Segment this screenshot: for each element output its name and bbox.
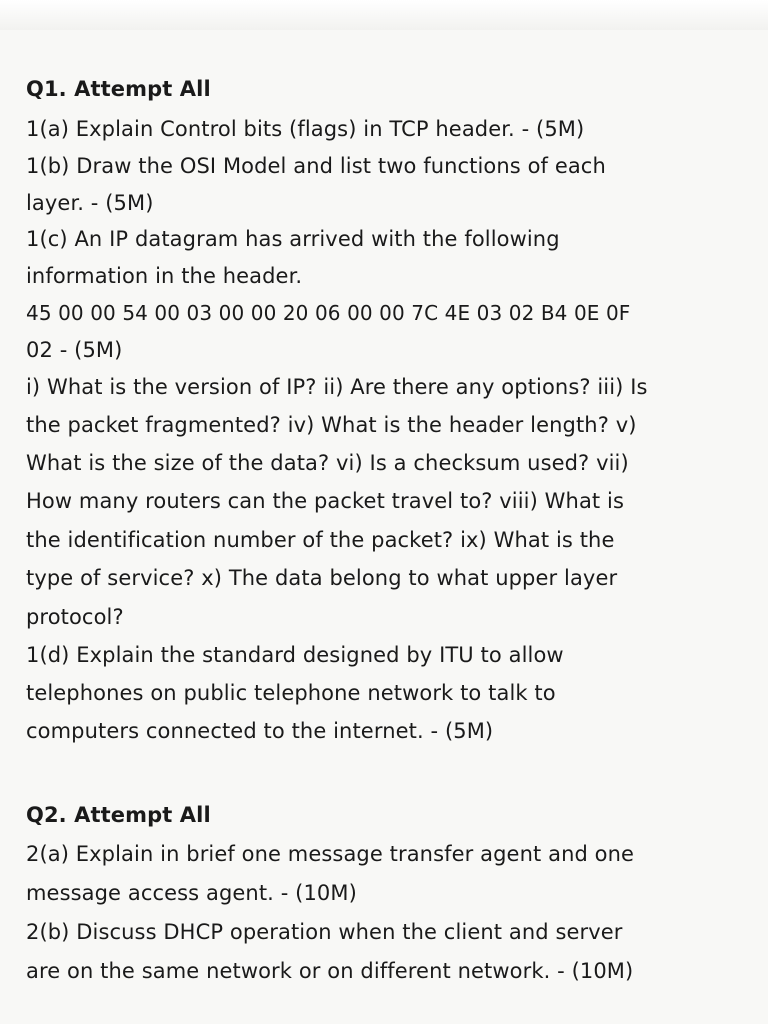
- q1-line: protocol?: [26, 605, 124, 629]
- q1-line: How many routers can the packet travel to? viii) What is: [26, 489, 625, 513]
- page-top-margin: [0, 0, 768, 30]
- q2-line: 2(a) Explain in brief one message transfer agent and one: [26, 842, 635, 866]
- q1-line: What is the size of the data? vi) Is a checksum used? vii): [26, 451, 629, 475]
- q2-line: message access agent. - (10M): [26, 881, 357, 905]
- q1-line: computers connected to the internet. - (5M): [26, 719, 494, 743]
- q1-line: the packet fragmented? iv) What is the header length? v): [26, 413, 637, 437]
- q1-line: 02 - (5M): [26, 338, 123, 362]
- q1-line: type of service? x) The data belong to what upper layer: [26, 566, 618, 590]
- ip-header-hex: 45 00 00 54 00 03 00 00 20 06 00 00 7C 4E 03 02 B4 0E 0F: [26, 301, 631, 325]
- q1-line: 1(d) Explain the standard designed by ITU to allow: [26, 643, 564, 667]
- q1-line: telephones on public telephone network to talk to: [26, 681, 556, 705]
- q2-heading: Q2. Attempt All: [26, 803, 211, 827]
- q2-line: 2(b) Discuss DHCP operation when the client and server: [26, 920, 623, 944]
- q1-line: i) What is the version of IP? ii) Are there any options? iii) Is: [26, 375, 648, 399]
- q1-line: information in the header.: [26, 264, 303, 288]
- q1-heading: Q1. Attempt All: [26, 77, 211, 101]
- q1-line: 1(c) An IP datagram has arrived with the following: [26, 227, 560, 251]
- q1-line: the identification number of the packet? ix) What is the: [26, 528, 615, 552]
- q1-line: layer. - (5M): [26, 191, 154, 215]
- q1-line: 1(b) Draw the OSI Model and list two functions of each: [26, 154, 606, 178]
- q2-line: are on the same network or on different network. - (10M): [26, 959, 634, 983]
- q1-line: 1(a) Explain Control bits (flags) in TCP header. - (5M): [26, 117, 585, 141]
